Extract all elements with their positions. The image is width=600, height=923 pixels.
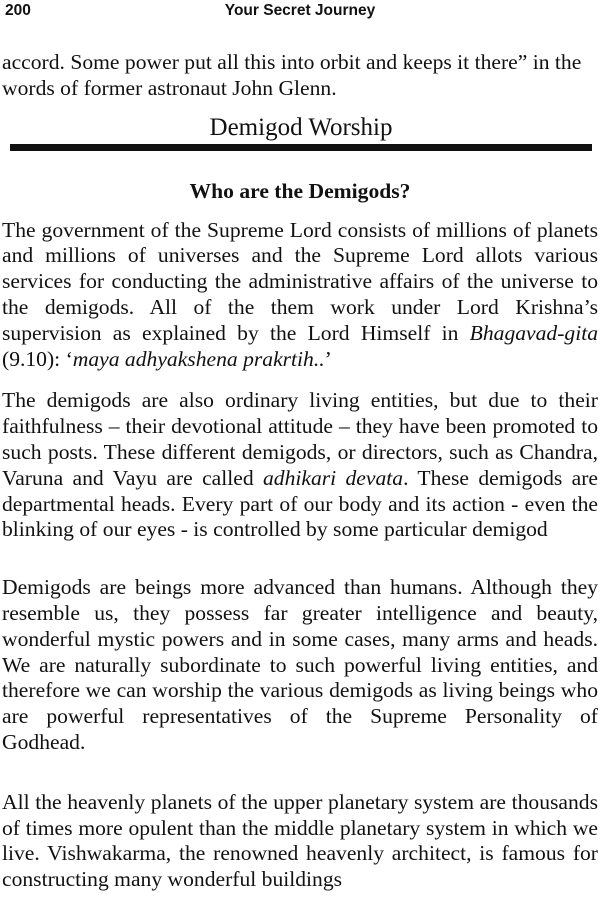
- paragraph-ordinary-living-entities: [2, 388, 598, 543]
- sub-heading: Who are the Demigods?: [189, 178, 411, 203]
- book-title: Bhagavad-gita: [469, 320, 598, 345]
- continued-paragraph: accord. Some power put all this into orbit and keeps it there” in the words of former astronaut John Glenn.: [2, 50, 582, 100]
- quote-close: ’: [324, 346, 332, 371]
- running-title: Your Secret Journey: [224, 2, 376, 19]
- paragraph-government-of-lord: [2, 218, 598, 373]
- page-number: 200: [5, 2, 31, 19]
- paragraph-text: The demigods are also ordinary living entities, but due to their faithfulness – their devotional attitude – they have been promoted to such posts. These different demigods, or directors, such as Chandra, Varuna and Vayu are called: [2, 388, 598, 490]
- paragraph-heavenly-planets: All the heavenly planets of the upper planetary system are thousands of times more opulent than the middle planetary system in which we live. Vishwakarma, the renowned heavenly architect, is famous for constructing many wonderful buildings: [2, 789, 598, 892]
- running-header: [2, 0, 598, 26]
- paragraph-advanced-beings: Demigods are beings more advanced than humans. Although they resemble us, they possess far greater intelligence and beauty, wonderful mystic powers and in some cases, many arms and heads. We are naturally subordinate to such powerful living entities, and therefore we can worship the various demigods as living beings who are powerful representatives of the Supreme Personality of Godhead.: [2, 575, 598, 754]
- sanskrit-quote: maya adhyakshena prakrtih..: [72, 346, 325, 371]
- paragraph-text: The government of the Supreme Lord consists of millions of planets and millions of universes and the Supreme Lord allots various services for conducting the administrative affairs of the universe to the demigods. All of the them work under Lord Krishna’s supervision as explained by the Lord Himself in: [2, 217, 598, 345]
- section-heading: Demigod Worship: [10, 113, 592, 151]
- sanskrit-term: adhikari devata: [262, 465, 404, 490]
- paragraph-text-continued: . These demigods are departmental heads. Every part of our body and its action - even the blinking of our eyes - is controlled by some particular demigod: [2, 465, 598, 542]
- verse-reference: (9.10): ‘: [2, 346, 73, 371]
